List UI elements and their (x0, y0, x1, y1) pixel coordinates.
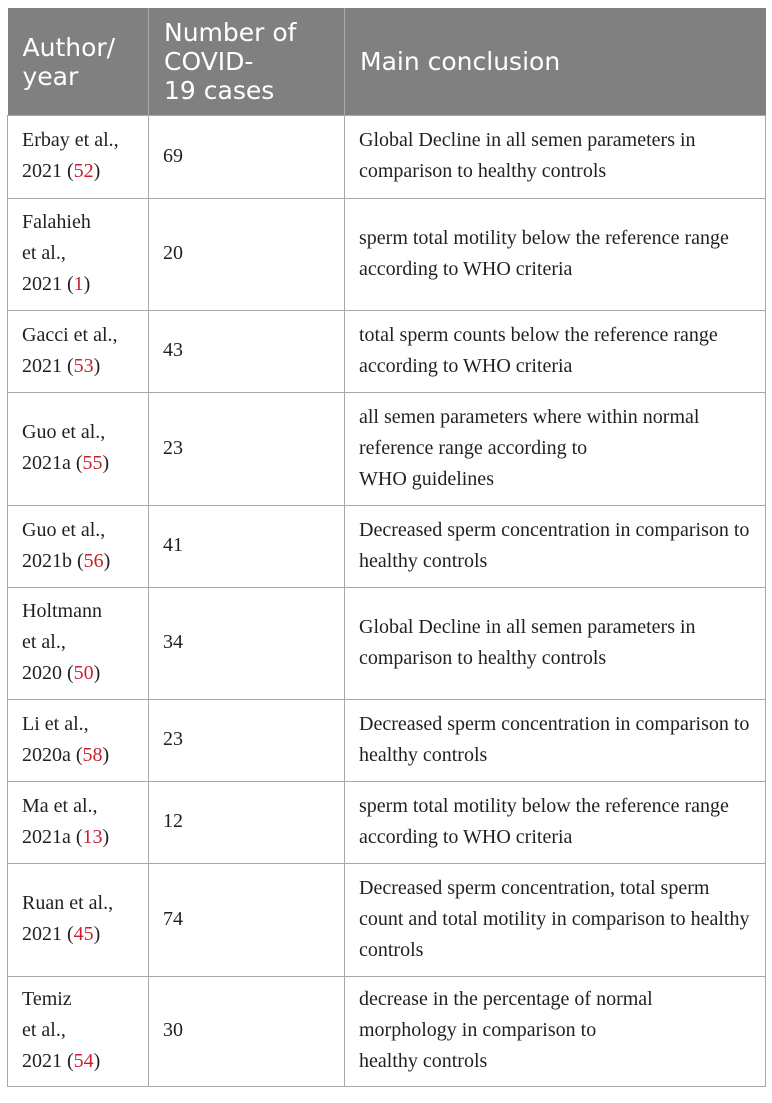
cases-cell: 43 (149, 311, 345, 393)
cases-cell: 41 (149, 506, 345, 588)
author-text: Guo et al., (22, 518, 106, 541)
table-row (8, 199, 766, 311)
author-text: et al., (22, 1019, 66, 1041)
author-text: Li et al., (22, 712, 89, 735)
table-row (8, 588, 766, 700)
author-text: Falahieh (22, 211, 91, 233)
reference-link[interactable]: 53 (73, 354, 94, 377)
reference-link[interactable]: 45 (73, 923, 94, 945)
reference-link[interactable]: 13 (82, 825, 103, 848)
author-year-cell: Ma et al., 2021a (13) (8, 782, 149, 864)
author-text: 2021 ( (22, 1050, 74, 1072)
conclusion-cell: Global Decline in all semen parameters in comparison to healthy controls (345, 588, 766, 700)
table-row (8, 864, 766, 977)
table-row (8, 700, 766, 782)
header-row (8, 8, 766, 116)
conclusion-cell: decrease in the percentage of normal morphology in comparison to healthy controls (345, 977, 766, 1087)
author-text: 2021a ( (22, 452, 83, 474)
reference-link[interactable]: 58 (82, 743, 103, 766)
author-text: 2021a ( (22, 825, 83, 848)
author-year-cell: Ruan et al., 2021 (45) (8, 864, 149, 977)
author-text: Erbay et al., (22, 129, 119, 151)
author-year-cell: Guo et al., 2021a (55) (8, 393, 149, 506)
header-author-year: Author/ year (8, 8, 149, 116)
author-text: 2021 ( (22, 923, 74, 945)
table-row (8, 311, 766, 393)
table-row (8, 393, 766, 506)
reference-link[interactable]: 1 (73, 273, 84, 295)
author-year-cell: Erbay et al., 2021 (52) (8, 116, 149, 199)
author-text: 2021b ( (22, 549, 84, 572)
cases-cell: 74 (149, 864, 345, 977)
conclusion-cell: Decreased sperm concentration, total sperm count and total motility in comparison to healthy controls (345, 864, 766, 977)
reference-link[interactable]: 52 (73, 160, 94, 182)
reference-link[interactable]: 54 (73, 1050, 94, 1072)
author-text: 2020 ( (22, 662, 74, 684)
conclusion-cell: Decreased sperm concentration in comparison to healthy controls (345, 506, 766, 588)
author-text: 2020a ( (22, 743, 83, 766)
cases-cell: 34 (149, 588, 345, 700)
table-row (8, 506, 766, 588)
reference-link[interactable]: 56 (83, 549, 104, 572)
cases-cell: 69 (149, 116, 345, 199)
conclusion-cell: sperm total motility below the reference range according to WHO criteria (345, 199, 766, 311)
conclusion-cell: sperm total motility below the reference range according to WHO criteria (345, 782, 766, 864)
author-year-cell: Li et al., 2020a (58) (8, 700, 149, 782)
author-year-cell: Holtmann et al., 2020 (50) (8, 588, 149, 700)
cases-cell: 23 (149, 700, 345, 782)
author-text: Ma et al., (22, 794, 98, 817)
cases-cell: 23 (149, 393, 345, 506)
author-text: 2021 ( (22, 160, 74, 182)
author-text: Temiz (22, 988, 72, 1010)
studies-table (7, 8, 766, 1087)
reference-link[interactable]: 55 (82, 452, 103, 474)
author-text: 2021 ( (22, 354, 74, 377)
author-year-cell: Temiz et al., 2021 (54) (8, 977, 149, 1087)
author-text: 2021 ( (22, 273, 74, 295)
table-body (8, 116, 766, 1087)
author-text: Holtmann (22, 600, 102, 622)
cases-cell: 20 (149, 199, 345, 311)
author-year-cell: Guo et al., 2021b (56) (8, 506, 149, 588)
header-number-of-cases: Number of COVID- 19 cases (149, 8, 345, 116)
table-row (8, 116, 766, 199)
conclusion-cell: total sperm counts below the reference range according to WHO criteria (345, 311, 766, 393)
author-year-cell: Gacci et al., 2021 (53) (8, 311, 149, 393)
table-row (8, 782, 766, 864)
author-text: Gacci et al., (22, 323, 118, 346)
table-row (8, 977, 766, 1087)
author-text: et al., (22, 242, 66, 264)
conclusion-cell: Decreased sperm concentration in comparison to healthy controls (345, 700, 766, 782)
cases-cell: 12 (149, 782, 345, 864)
author-year-cell: Falahieh et al., 2021 (1) (8, 199, 149, 311)
author-text: Ruan et al., (22, 892, 114, 914)
author-text: et al., (22, 631, 66, 653)
conclusion-cell: all semen parameters where within normal reference range according to WHO guidelines (345, 393, 766, 506)
cases-cell: 30 (149, 977, 345, 1087)
table-container (7, 8, 765, 1087)
author-text: Guo et al., (22, 421, 106, 443)
header-main-conclusion: Main conclusion (345, 8, 766, 116)
conclusion-cell: Global Decline in all semen parameters in comparison to healthy controls (345, 116, 766, 199)
reference-link[interactable]: 50 (73, 662, 94, 684)
